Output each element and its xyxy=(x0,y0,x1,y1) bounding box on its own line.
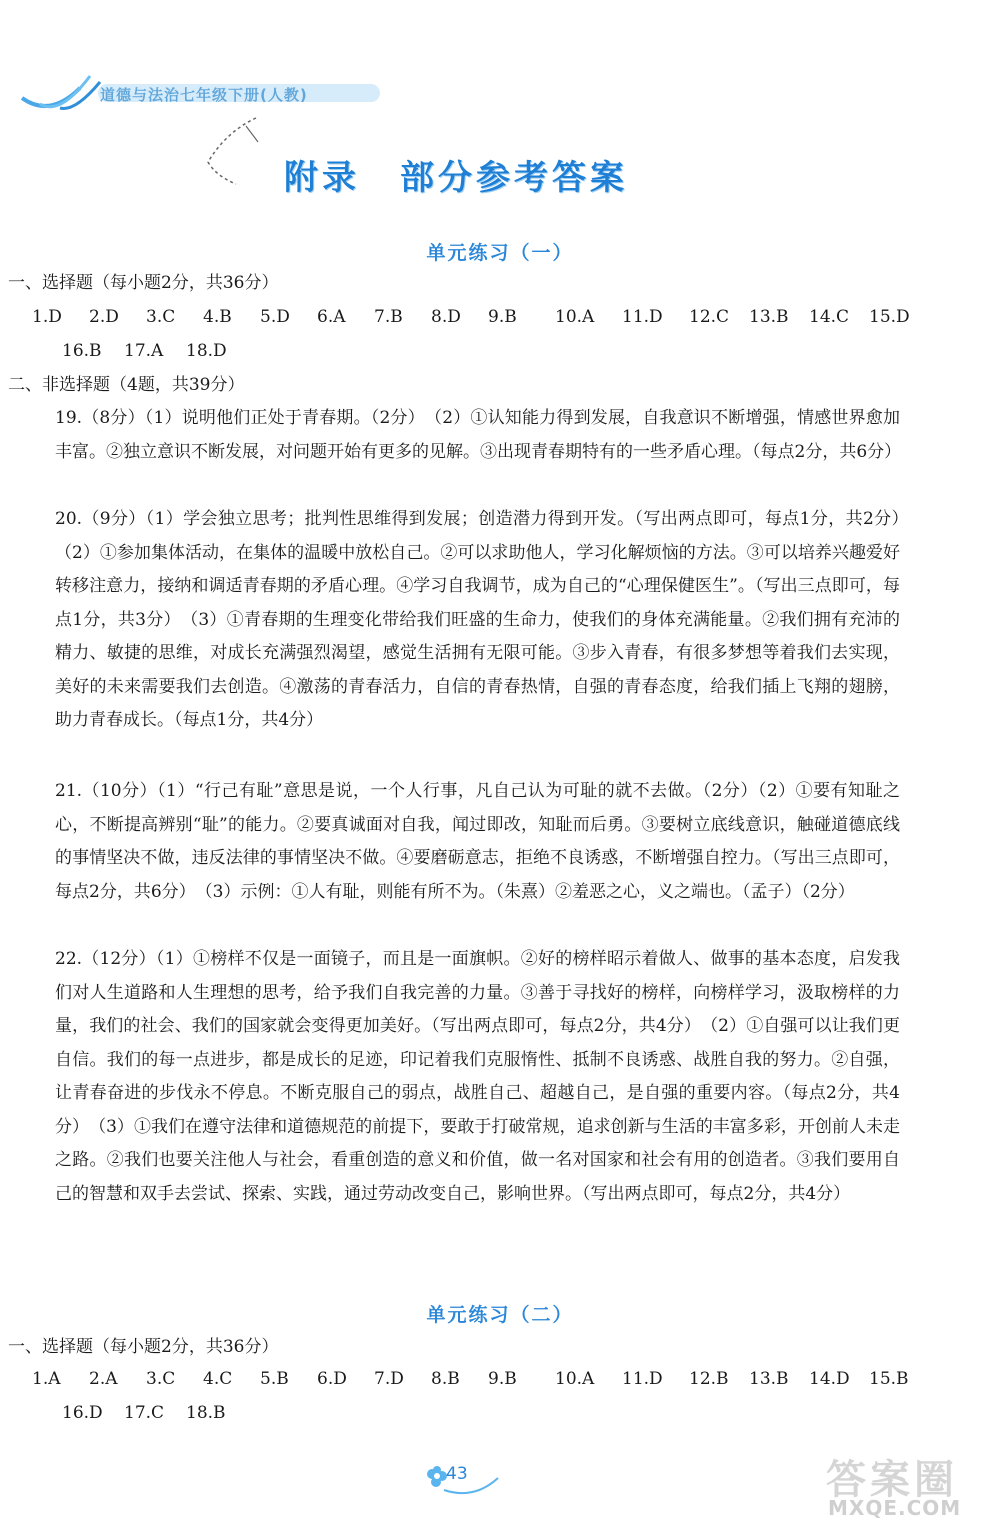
answer-item: 10.A xyxy=(555,1369,595,1389)
answer-item: 15.B xyxy=(869,1369,909,1389)
flower-icon xyxy=(426,1460,516,1496)
answer-item: 18.D xyxy=(186,341,227,361)
answer-item: 15.D xyxy=(869,307,910,327)
watermark-logo xyxy=(820,1448,995,1524)
unit1-section2-heading: 二、非选择题（4题，共39分） xyxy=(8,375,245,395)
answer-q22: 22.（12分）（1）①榜样不仅是一面镜子，而且是一面旗帜。②好的榜样昭示着做人、做事的基本态度，启发我们对人生道路和人生理想的思考，给予我们自我完善的力量。③善于寻找好的榜样，向榜样学习，汲取榜样的力量，我们的社会、我们的国家就会变得更加美好。（写出两点即可，每点2分，共4分） （2）①自强可以让我们更自信。我们的每一点进步，都是成长的足迹，印记着我们克服惰性、抵制不良诱惑、战胜自我的努力。②自强，让青春奋进的步伐永不停息。不断克服自己的弱点，战胜自己、超越自己，是自强的重要内容。（每点2分，共4分） （3）①我们在遵守法律和道德规范的前提下，要敢于打破常规，追求创新与生活的丰富多彩，开创前人未走之路。②我们也要关注他人与社会，看重创造的意义和价值，做一名对国家和社会有用的创造者。③我们要用自己的智慧和双手去尝试、探索、实践，通过劳动改变自己，影响世界。（写出两点即可，每点2分，共4分） xyxy=(55,949,900,1204)
answer-item: 2.A xyxy=(89,1369,118,1389)
page-number xyxy=(426,1460,516,1496)
unit1-answers-row2 xyxy=(62,334,248,368)
answer-item: 6.A xyxy=(317,307,346,327)
answer-item: 8.B xyxy=(431,1369,460,1389)
unit1-answers-row1 xyxy=(32,300,917,334)
answer-item: 12.C xyxy=(689,307,730,327)
answer-item: 17.A xyxy=(124,341,164,361)
answer-q20: 20.（9分）（1）学会独立思考；批判性思维得到发展；创造潜力得到开发。（写出两点即可，每点1分，共2分） （2）①参加集体活动，在集体的温暖中放松自己。②可以求助他人，学习化解烦恼的方法。③可以培养兴趣爱好转移注意力，接纳和调适青春期的矛盾心理。④学习自我调节，成为自己的“心理保健医生”。（写出三点即可，每点1分，共3分） （3）①青春期的生理变化带给我们旺盛的生命力，使我们的身体充满能量。②我们拥有充沛的精力、敏捷的思维，对成长充满强烈渴望，感觉生活拥有无限可能。③步入青春，有很多梦想等着我们去实现，美好的未来需要我们去创造。④激荡的青春活力，自信的青春热情，自强的青春态度，给我们插上飞翔的翅膀，助力青春成长。（每点1分，共4分） xyxy=(55,509,917,730)
answer-item: 7.B xyxy=(374,307,403,327)
answer-item: 11.D xyxy=(622,1369,663,1389)
answer-item: 9.B xyxy=(488,307,517,327)
answer-item: 3.C xyxy=(146,307,176,327)
answer-item: 4.B xyxy=(203,307,232,327)
answer-item: 10.A xyxy=(555,307,595,327)
answer-item: 1.D xyxy=(32,307,62,327)
watermark-cn-text: 答案圈 xyxy=(826,1457,958,1503)
page-number-text: 43 xyxy=(446,1464,468,1484)
answer-item: 13.B xyxy=(749,307,789,327)
answer-item: 2.D xyxy=(89,307,119,327)
answer-item: 16.D xyxy=(62,1403,103,1423)
answer-item: 4.C xyxy=(203,1369,233,1389)
answer-item: 16.B xyxy=(62,341,102,361)
page-title-part1: 附录 xyxy=(284,158,360,198)
answer-q19: 19.（8分）（1）说明他们正处于青春期。（2分） （2）①认知能力得到发展，自我意识不断增强，情感世界愈加丰富。②独立意识不断发展，对问题开始有更多的见解。③出现青春期特有的一些矛盾心理。（每点2分，共6分） xyxy=(55,408,902,462)
answer-item: 17.C xyxy=(124,1403,165,1423)
unit2-answers-row2 xyxy=(62,1396,248,1430)
answer-item: 5.D xyxy=(260,307,290,327)
answer-item: 11.D xyxy=(622,307,663,327)
answer-item: 18.B xyxy=(186,1403,226,1423)
answer-item: 6.D xyxy=(317,1369,347,1389)
page-title-part2: 部分参考答案 xyxy=(400,158,628,198)
answer-item: 13.B xyxy=(749,1369,789,1389)
answer-item: 12.B xyxy=(689,1369,729,1389)
answer-item: 7.D xyxy=(374,1369,404,1389)
unit2-section1-heading: 一、选择题（每小题2分，共36分） xyxy=(8,1337,279,1357)
unit2-answers-row1 xyxy=(32,1362,917,1396)
watermark-url-text: MXQE.COM xyxy=(828,1496,962,1520)
page-title xyxy=(284,150,628,199)
answer-item: 14.D xyxy=(809,1369,850,1389)
answer-item: 9.B xyxy=(488,1369,517,1389)
answer-item: 5.B xyxy=(260,1369,289,1389)
sketch-decoration-icon xyxy=(196,112,276,192)
unit1-section1-heading: 一、选择题（每小题2分，共36分） xyxy=(8,273,279,293)
answer-item: 1.A xyxy=(32,1369,61,1389)
answer-item: 14.C xyxy=(809,307,850,327)
answer-item: 8.D xyxy=(431,307,461,327)
unit1-title: 单元练习（一） xyxy=(426,242,574,264)
header-banner-text: 道德与法治七年级下册(人教) xyxy=(100,86,308,104)
answer-q21: 21.（10分）（1）“行己有耻”意思是说，一个人行事，凡自己认为可耻的就不去做。（2分）（2）①要有知耻之心，不断提高辨别“耻”的能力。②要真诚面对自我，闻过即改，知耻而后勇。③要树立底线意识，触碰道德底线的事情坚决不做，违反法律的事情坚决不做。④要磨砺意志，拒绝不良诱惑，不断增强自控力。（写出三点即可，每点2分，共6分） （3）示例：①人有耻，则能有所不为。（朱熹）②羞恶之心，义之端也。（孟子）（2分） xyxy=(55,781,900,902)
answer-item: 3.C xyxy=(146,1369,176,1389)
unit2-title: 单元练习（二） xyxy=(426,1304,574,1326)
